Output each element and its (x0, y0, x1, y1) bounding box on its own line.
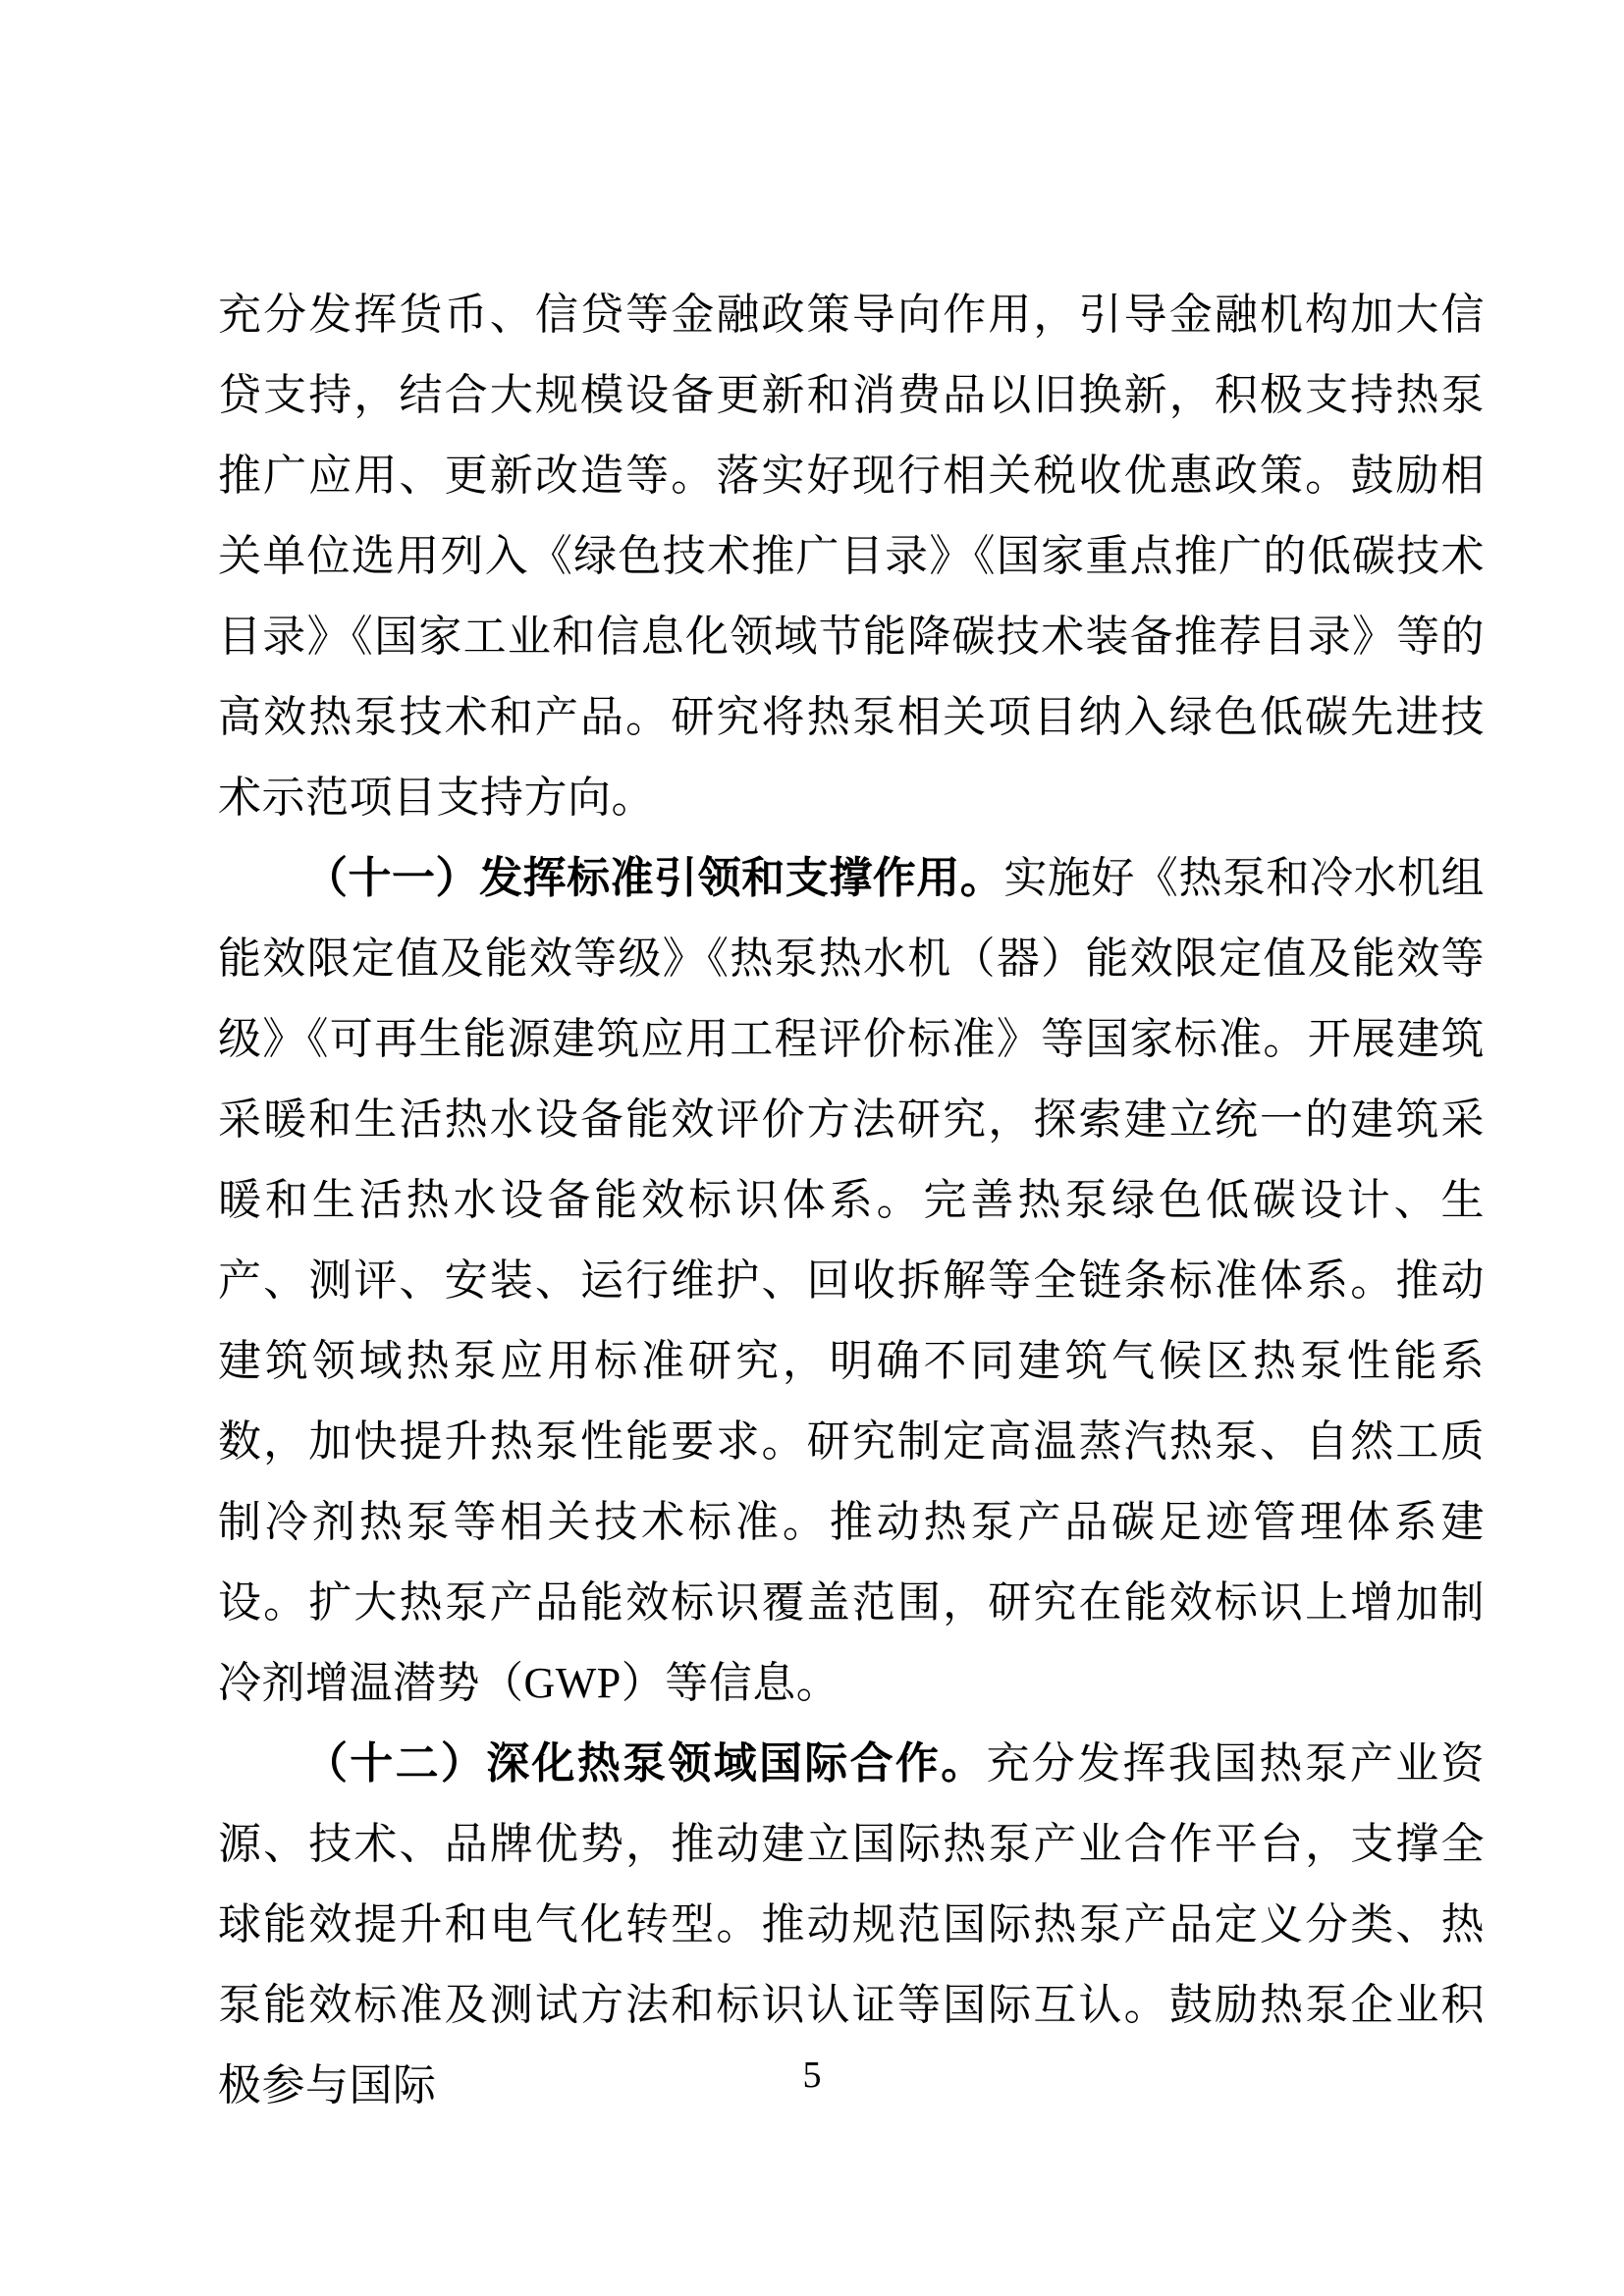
page-footer (0, 2054, 1624, 2097)
section-11-heading: （十一）发挥标准引领和支撑作用。 (304, 854, 1004, 902)
document-body (218, 275, 1485, 2126)
page-number: 5 (802, 2055, 822, 2096)
paragraph-section-11 (218, 838, 1485, 1724)
paragraph-continuation (218, 275, 1485, 838)
section-12-body-text: 充分发挥我国热泵产业资源、技术、品牌优势，推动建立国际热泵产业合作平台，支撑全球能效提升和电气化转型。推动规范国际热泵产品定义分类、热泵能效标准及测试方法和标识认证等国际互认。鼓励热泵企业积极参与国际 (218, 1739, 1485, 2109)
section-12-heading: （十二）深化热泵领域国际合作。 (304, 1739, 987, 1788)
paragraph-continuation-text: 充分发挥货币、信贷等金融政策导向作用，引导金融机构加大信贷支持，结合大规模设备更新和消费品以旧换新，积极支持热泵推广应用、更新改造等。落实好现行相关税收优惠政策。鼓励相关单位选用列入《绿色技术推广目录》《国家重点推广的低碳技术目录》《国家工业和信息化领域节能降碳技术装备推荐目录》等的高效热泵技术和产品。研究将热泵相关项目纳入绿色低碳先进技术示范项目支持方向。 (218, 291, 1485, 822)
section-11-body-text: 实施好《热泵和冷水机组能效限定值及能效等级》《热泵热水机（器）能效限定值及能效等级》《可再生能源建筑应用工程评价标准》等国家标准。开展建筑采暖和生活热水设备能效评价方法研究，探索建立统一的建筑采暖和生活热水设备能效标识体系。完善热泵绿色低碳设计、生产、测评、安装、运行维护、回收拆解等全链条标准体系。推动建筑领域热泵应用标准研究，明确不同建筑气候区热泵性能系数，加快提升热泵性能要求。研究制定高温蒸汽热泵、自然工质制冷剂热泵等相关技术标准。推动热泵产品碳足迹管理体系建设。扩大热泵产品能效标识覆盖范围，研究在能效标识上增加制冷剂增温潜势（GWP）等信息。 (218, 854, 1486, 1707)
